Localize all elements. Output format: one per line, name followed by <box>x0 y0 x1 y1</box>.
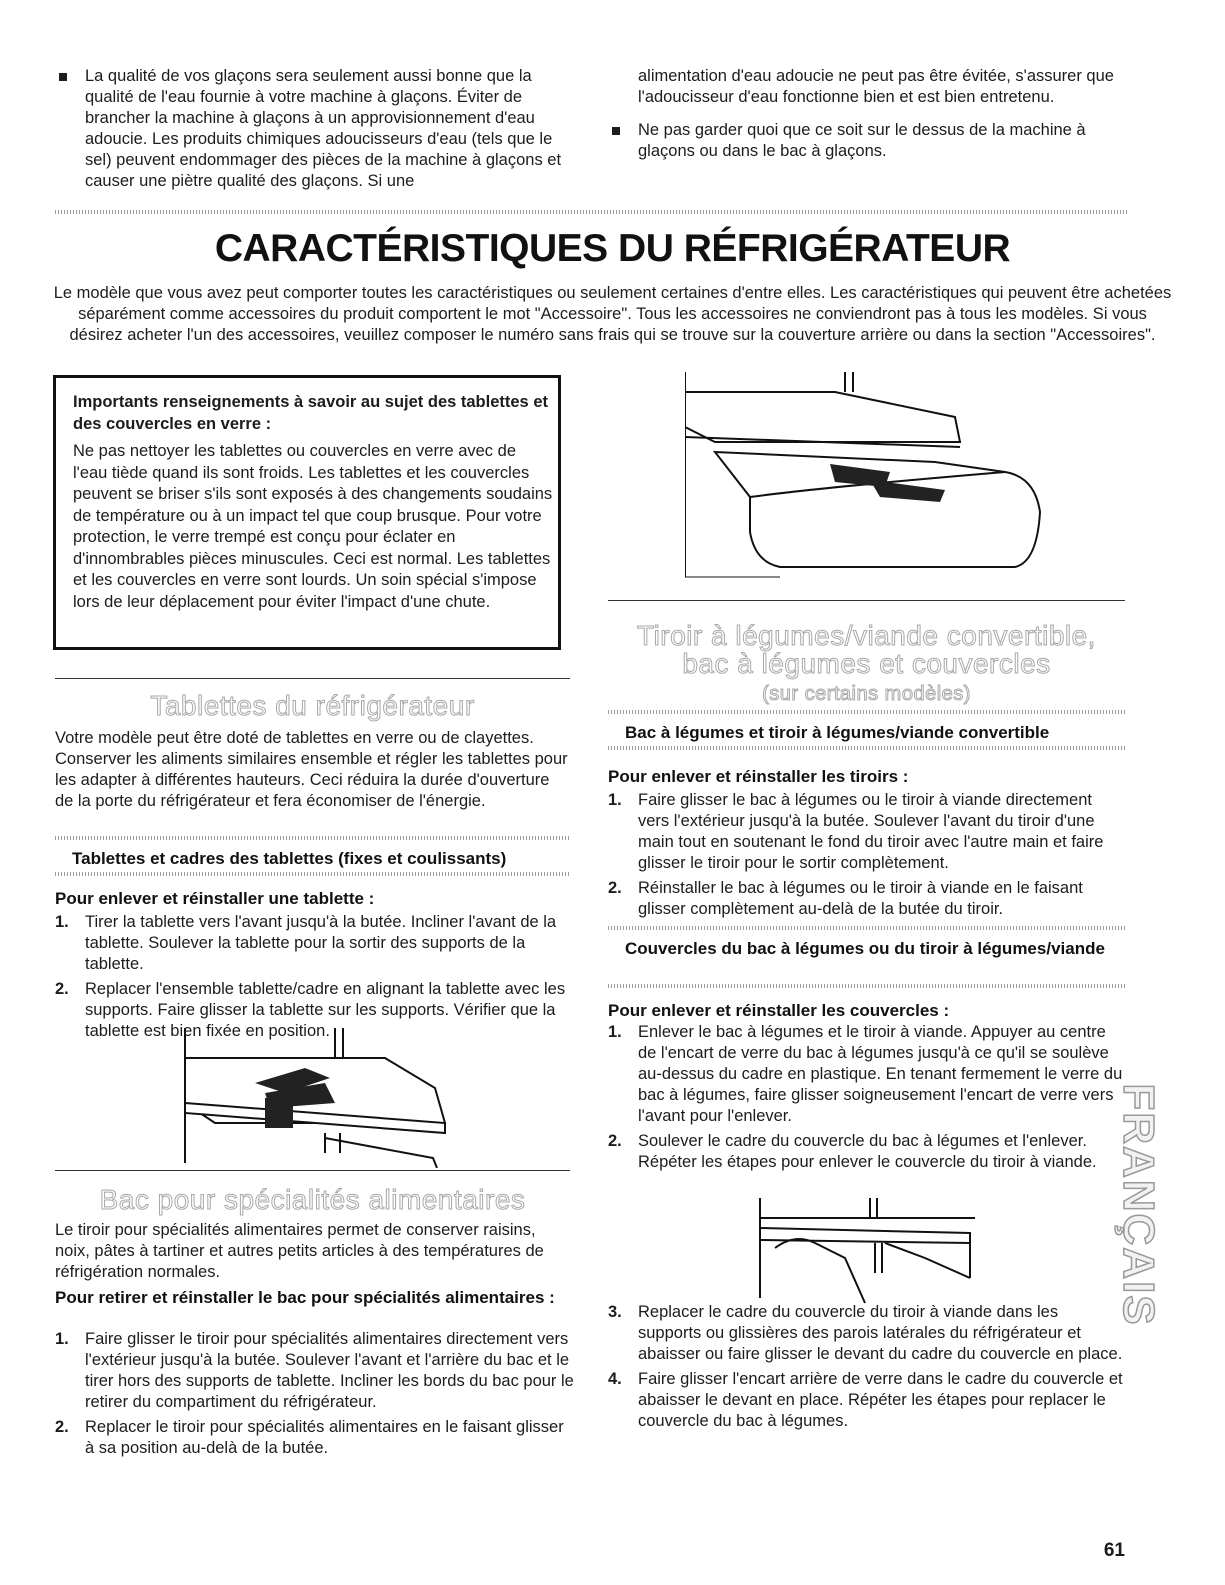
step-text: Replacer l'ensemble tablette/cadre en alignant la tablette avec les supports. Faire glisser la tablette sur les supports. Vérifier que la tablette est bien fixée en position. <box>85 980 566 1040</box>
step-number: 1. <box>608 1023 622 1041</box>
section-divider <box>55 210 1128 214</box>
top-left-column <box>55 66 575 202</box>
crisper-heading-line-3: (sur certains modèles) <box>762 683 971 705</box>
pantry-steps <box>55 1329 575 1463</box>
crisper-heading-line-2: bac à légumes et couvercles <box>682 648 1051 679</box>
step-text: Faire glisser le bac à légumes ou le tiroir à viande directement vers l'extérieur jusqu'à la butée. Soulever l'avant du tiroir d'une main tout en soutenant le fond du tiroir avec l'autre main et faire glisser le tiroir pour le sortir complètement. <box>638 791 1104 872</box>
step-number: 1. <box>55 1330 69 1348</box>
pantry-text: Le tiroir pour spécialités alimentaires permet de conserver raisins, noix, pâtes à tartiner et autres petits articles à des températures de réfrigération normales. <box>55 1221 544 1281</box>
step-item <box>608 1131 1125 1173</box>
step-item <box>55 1417 575 1459</box>
step-text: Réinstaller le bac à légumes ou le tiroir à viande en le faisant glisser complètement au-delà de la butée du tiroir. <box>638 879 1083 918</box>
cover-steps-a <box>608 1022 1125 1177</box>
step-text: Replacer le tiroir pour spécialités alimentaires en le faisant glisser à sa position au-delà de la butée. <box>85 1418 564 1457</box>
step-text: Replacer le cadre du couvercle du tiroir à viande dans les supports ou glissières des parois latérales du réfrigérateur et abaisser ou faire glisser le devant du cadre du couvercle en place. <box>638 1303 1123 1363</box>
step-number: 2. <box>608 879 622 897</box>
step-number: 1. <box>55 913 69 931</box>
shelves-text: Votre modèle peut être doté de tablettes en verre ou de clayettes. Conserver les aliments similaires ensemble et régler les tablettes pour les adapter à différentes hauteurs. Ceci réduira la durée d'ouverture de la porte du réfrigérateur et fera économiser de l'énergie. <box>55 729 568 810</box>
step-text: Faire glisser le tiroir pour spécialités alimentaires directement vers l'extérieur jusqu'à la butée. Soulever l'avant et l'arrière du bac et le tirer hors des supports de tablette. Incliner les bords du bac pour le retirer du compartiment du réfrigérateur. <box>85 1330 574 1411</box>
language-tab <box>1103 1060 1173 1350</box>
bullet-item <box>608 120 1128 162</box>
cover-steps-b <box>608 1302 1125 1436</box>
warning-title: Importants renseignements à savoir au sujet des tablettes et des couvercles en verre : <box>73 393 548 433</box>
top-right-column <box>608 66 1128 172</box>
shelf-illustration <box>175 1028 460 1168</box>
step-item <box>55 1329 575 1413</box>
step-number: 2. <box>55 1418 69 1436</box>
step-item <box>608 1022 1125 1127</box>
step-item <box>55 912 570 975</box>
covers-remove-subheading: Pour enlever et réinstaller les couvercles : <box>608 1001 950 1020</box>
step-number: 1. <box>608 791 622 809</box>
pantry-subheading: Pour retirer et réinstaller le bac pour spécialités alimentaires : <box>55 1288 555 1307</box>
drawer-steps <box>608 790 1125 924</box>
continued-text: alimentation d'eau adoucie ne peut pas être évitée, s'assurer que l'adoucisseur d'eau fonctionne bien et est bien entretenu. <box>638 67 1114 106</box>
step-number: 2. <box>608 1132 622 1150</box>
glass-warning-box <box>53 375 561 650</box>
bullet-text: La qualité de vos glaçons sera seulement aussi bonne que la qualité de l'eau fournie à votre machine à glaçons. Éviter de brancher la machine à glaçons à un approvisionnement d'eau adoucie. Les produits chimiques adoucisseurs d'eau (tels que le sel) peuvent endommager des pièces de la machine à glaçons et causer une piètre qualité des glaçons. Si une <box>85 67 562 190</box>
step-text: Soulever le cadre du couvercle du bac à légumes et l'enlever. Répéter les étapes pour enlever le couvercle du tiroir à viande. <box>638 1132 1097 1171</box>
step-number: 2. <box>55 980 69 998</box>
step-number: 4. <box>608 1370 622 1388</box>
pantry-heading: Bac pour spécialités alimentaires <box>99 1184 526 1215</box>
hatch-divider <box>608 926 1125 930</box>
remove-shelf-subheading: Pour enlever et réinstaller une tablette : <box>55 889 375 908</box>
page-title: CARACTÉRISTIQUES DU RÉFRIGÉRATEUR <box>214 227 1011 270</box>
shelves-heading: Tablettes du réfrigérateur <box>150 690 475 721</box>
hatch-divider <box>608 984 1125 988</box>
bullet-text: Ne pas garder quoi que ce soit sur le dessus de la machine à glaçons ou dans le bac à glaçons. <box>638 121 1086 160</box>
hatch-divider <box>608 746 1125 750</box>
page-number: 61 <box>1103 1540 1125 1561</box>
step-text: Faire glisser l'encart arrière de verre dans le cadre du couvercle et abaisser le devant en place. Répéter les étapes pour replacer le couvercle du bac à légumes. <box>638 1370 1123 1430</box>
intro-paragraph: Le modèle que vous avez peut comporter toutes les caractéristiques ou seulement certaines d'entre elles. Les caractéristiques qui peuvent être achetées séparément comme accessoires du produit comportent le mot "Accessoire". Tous les accessoires ne conviendront pas à tous les modèles. Si vous désirez acheter l'un des accessoires, veuillez composer le numéro sans frais qui se trouve sur la couverture arrière ou dans la section "Accessoires". <box>53 284 1172 344</box>
shelf-steps <box>55 912 570 1046</box>
step-text: Enlever le bac à légumes et le tiroir à viande. Appuyer au centre de l'encart de verre du bac à légumes jusqu'à ce qu'il se soulève au-dessus du cadre en plastique. En tenant fermement le verre du bac à légumes, faire glisser soigneusement l'encart de verre vers l'avant pour l'enlever. <box>638 1023 1123 1125</box>
step-item <box>608 878 1125 920</box>
covers-subheading: Couvercles du bac à légumes ou du tiroir à légumes/viande <box>625 939 1105 958</box>
hatch-divider <box>608 710 1125 714</box>
hatch-divider <box>55 836 570 840</box>
warning-body: Ne pas nettoyer les tablettes ou couvercles en verre avec de l'eau tiède quand ils sont froids. Les tablettes et les couvercles peuvent se briser s'ils sont exposés à des changements soudains de température ou à un impact tel que coup brusque. Pour votre protection, le verre trempé est conçu pour éclater en d'innombrables pièces minuscules. Ceci est normal. Les tablettes et les couvercles en verre sont lourds. Un soin spécial s'impose lors de leur déplacement pour éviter l'impact d'une chute. <box>73 442 553 611</box>
bullet-square-icon <box>612 127 620 135</box>
step-text: Tirer la tablette vers l'avant jusqu'à la butée. Incliner l'avant de la tablette. Soulever la tablette pour la sortir des supports de la tablette. <box>85 913 557 973</box>
hatch-divider <box>55 872 570 876</box>
step-item <box>608 1369 1125 1432</box>
crisper-heading-line-1: Tiroir à légumes/viande convertible, <box>637 620 1096 651</box>
step-item <box>608 1302 1125 1365</box>
language-tab-label: FRANÇAIS <box>1114 1083 1163 1327</box>
step-number: 3. <box>608 1303 622 1321</box>
rule <box>608 600 1125 601</box>
bullet-item <box>55 66 575 192</box>
step-item <box>608 790 1125 874</box>
frames-subheading: Tablettes et cadres des tablettes (fixes et coulissants) <box>72 849 507 868</box>
crisper-subheading: Bac à légumes et tiroir à légumes/viande convertible <box>625 723 1050 742</box>
drawers-subheading: Pour enlever et réinstaller les tiroirs : <box>608 767 909 786</box>
rule <box>55 1170 570 1171</box>
crisper-cover-illustration <box>755 1198 985 1308</box>
crisper-drawer-illustration <box>685 372 1045 582</box>
rule <box>55 678 570 679</box>
bullet-square-icon <box>59 73 67 81</box>
